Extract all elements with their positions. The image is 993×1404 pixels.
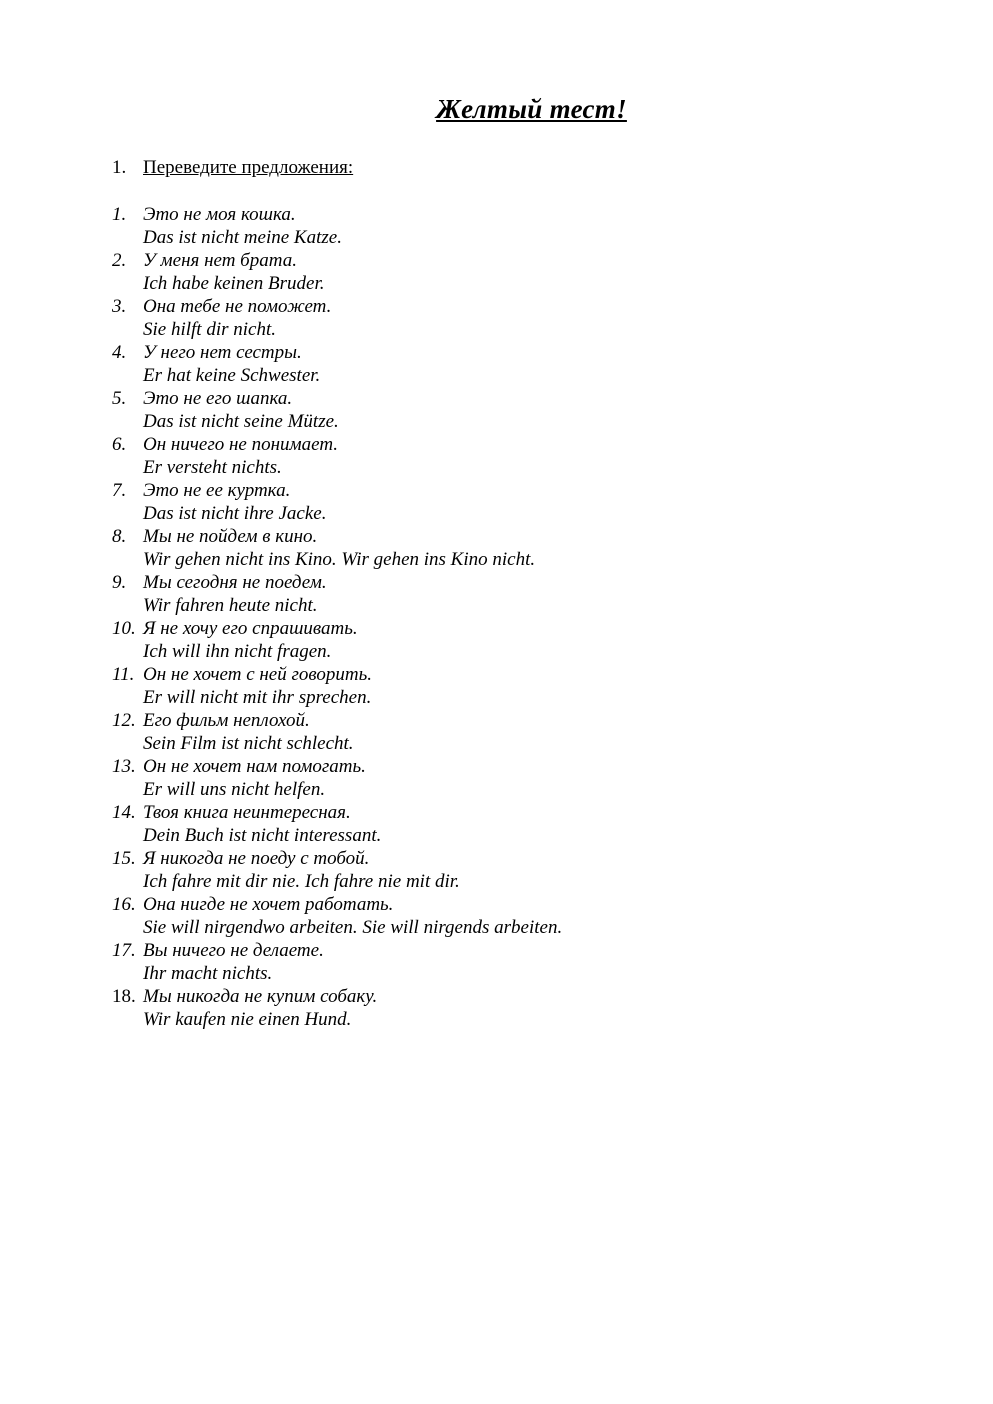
item-number: 11. <box>112 664 135 685</box>
russian-sentence: Это не моя кошка. <box>143 204 296 225</box>
russian-sentence: Я не хочу его спрашивать. <box>143 618 358 639</box>
russian-sentence: Она нигде не хочет работать. <box>143 894 394 915</box>
item-number: 15. <box>112 848 136 869</box>
item-number: 7. <box>112 480 127 501</box>
german-translation: Er hat keine Schwester. <box>143 365 321 386</box>
list-item <box>112 847 562 893</box>
list-item <box>112 433 562 479</box>
russian-sentence: Его фильм неплохой. <box>143 710 310 731</box>
german-translation: Sein Film ist nicht schlecht. <box>143 733 354 754</box>
item-number: 5. <box>112 388 127 409</box>
german-translation: Dein Buch ist nicht interessant. <box>143 825 382 846</box>
item-number: 6. <box>112 434 127 455</box>
item-number: 4. <box>112 342 127 363</box>
german-translation: Ich will ihn nicht fragen. <box>143 641 332 662</box>
item-number: 8. <box>112 526 127 547</box>
list-item <box>112 479 562 525</box>
russian-sentence: Мы никогда не купим собаку. <box>143 986 378 1007</box>
russian-sentence: Это не его шапка. <box>143 388 293 409</box>
item-number: 16. <box>112 894 136 915</box>
german-translation: Er versteht nichts. <box>143 457 282 478</box>
german-translation: Er will nicht mit ihr sprechen. <box>143 687 372 708</box>
german-translation: Er will uns nicht helfen. <box>143 779 326 800</box>
item-number: 18. <box>112 986 136 1007</box>
task-instruction: Переведите предложения: <box>143 157 354 178</box>
russian-sentence: Я никогда не поеду с тобой. <box>143 848 370 869</box>
list-item <box>112 663 562 709</box>
task-heading <box>112 156 353 180</box>
german-translation: Das ist nicht meine Katze. <box>143 227 342 248</box>
russian-sentence: Мы сегодня не поедем. <box>143 572 327 593</box>
german-translation: Das ist nicht ihre Jacke. <box>143 503 327 524</box>
russian-sentence: У меня нет брата. <box>143 250 297 271</box>
russian-sentence: Вы ничего не делаете. <box>143 940 324 961</box>
russian-sentence: Она тебе не поможет. <box>143 296 332 317</box>
russian-sentence: Это не ее куртка. <box>143 480 291 501</box>
german-translation: Sie will nirgendwo arbeiten. Sie will nirgends arbeiten. <box>143 917 563 938</box>
item-number: 12. <box>112 710 136 731</box>
german-translation: Wir gehen nicht ins Kino. Wir gehen ins Kino nicht. <box>143 549 536 570</box>
russian-sentence: Он не хочет нам помогать. <box>143 756 366 777</box>
list-item <box>112 203 562 249</box>
german-translation: Ihr macht nichts. <box>143 963 273 984</box>
russian-sentence: Мы не пойдем в кино. <box>143 526 318 547</box>
item-number: 9. <box>112 572 127 593</box>
list-item <box>112 387 562 433</box>
list-item <box>112 709 562 755</box>
item-number: 2. <box>112 250 127 271</box>
list-item <box>112 571 562 617</box>
german-translation: Ich fahre mit dir nie. Ich fahre nie mit dir. <box>143 871 460 892</box>
list-item <box>112 617 562 663</box>
task-number: 1. <box>112 157 127 178</box>
german-translation: Sie hilft dir nicht. <box>143 319 276 340</box>
item-number: 14. <box>112 802 136 823</box>
russian-sentence: У него нет сестры. <box>143 342 302 363</box>
list-item <box>112 295 562 341</box>
item-number: 13. <box>112 756 136 777</box>
german-translation: Wir kaufen nie einen Hund. <box>143 1009 352 1030</box>
list-item <box>112 939 562 985</box>
russian-sentence: Твоя книга неинтересная. <box>143 802 351 823</box>
item-number: 10. <box>112 618 136 639</box>
item-number: 3. <box>112 296 127 317</box>
german-translation: Das ist nicht seine Mütze. <box>143 411 339 432</box>
list-item <box>112 801 562 847</box>
list-item <box>112 985 562 1031</box>
sentence-list <box>112 203 562 1031</box>
list-item <box>112 893 562 939</box>
item-number: 1. <box>112 204 127 225</box>
list-item <box>112 525 562 571</box>
list-item <box>112 755 562 801</box>
list-item <box>112 341 562 387</box>
list-item <box>112 249 562 295</box>
page-title: Желтый тест! <box>436 94 627 124</box>
russian-sentence: Он ничего не понимает. <box>143 434 339 455</box>
item-number: 17. <box>112 940 136 961</box>
russian-sentence: Он не хочет с ней говорить. <box>143 664 373 685</box>
german-translation: Wir fahren heute nicht. <box>143 595 318 616</box>
german-translation: Ich habe keinen Bruder. <box>143 273 325 294</box>
